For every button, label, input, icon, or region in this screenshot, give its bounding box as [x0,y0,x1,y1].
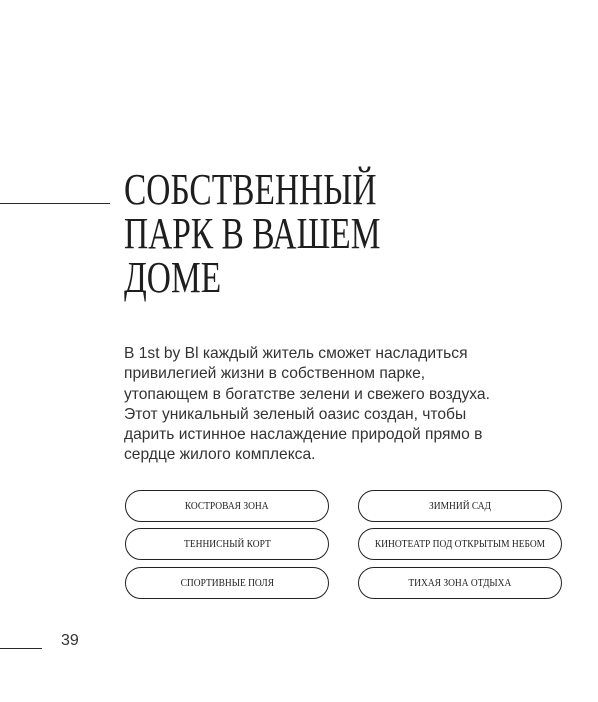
feature-pill-quiet-zone[interactable] [358,567,562,599]
feature-pill-label: КИНОТЕАТР ПОД ОТКРЫТЫМ НЕБОМ [374,538,546,550]
feature-pill-label: СПОРТИВНЫЕ ПОЛЯ [180,577,274,589]
feature-pill-label: ЗИМНИЙ САД [429,500,491,512]
page-number-divider-line [0,648,42,649]
heading-line-1: СОБСТВЕННЫЙ [124,165,377,214]
heading-line-2: ПАРК В ВАШЕМ [124,209,381,258]
feature-pill-tennis-court[interactable] [125,528,329,560]
feature-pill-fire-zone[interactable] [125,490,329,522]
heading-line-3: ДОМЕ [124,253,222,302]
body-paragraph: В 1st by Bl каждый житель сможет насладиться привилегией жизни в собственном парке, утопающем в богатстве зелени и свежего воздуха. Этот уникальный зеленый оазис создан, чтобы дарить истинное наслаждение природой прямо в сердце жилого комплекса. [124,345,490,464]
heading-divider-line [0,203,110,204]
feature-pill-label: ТЕННИСНЫЙ КОРТ [183,538,271,550]
feature-pill-label: КОСТРОВАЯ ЗОНА [185,500,269,512]
feature-pill-winter-garden[interactable] [358,490,562,522]
feature-pill-sports-fields[interactable] [125,567,329,599]
feature-pill-open-air-cinema[interactable] [358,528,562,560]
page-heading [124,165,381,302]
feature-pill-label: ТИХАЯ ЗОНА ОТДЫХА [408,577,512,589]
page-number: 39 [61,632,79,649]
